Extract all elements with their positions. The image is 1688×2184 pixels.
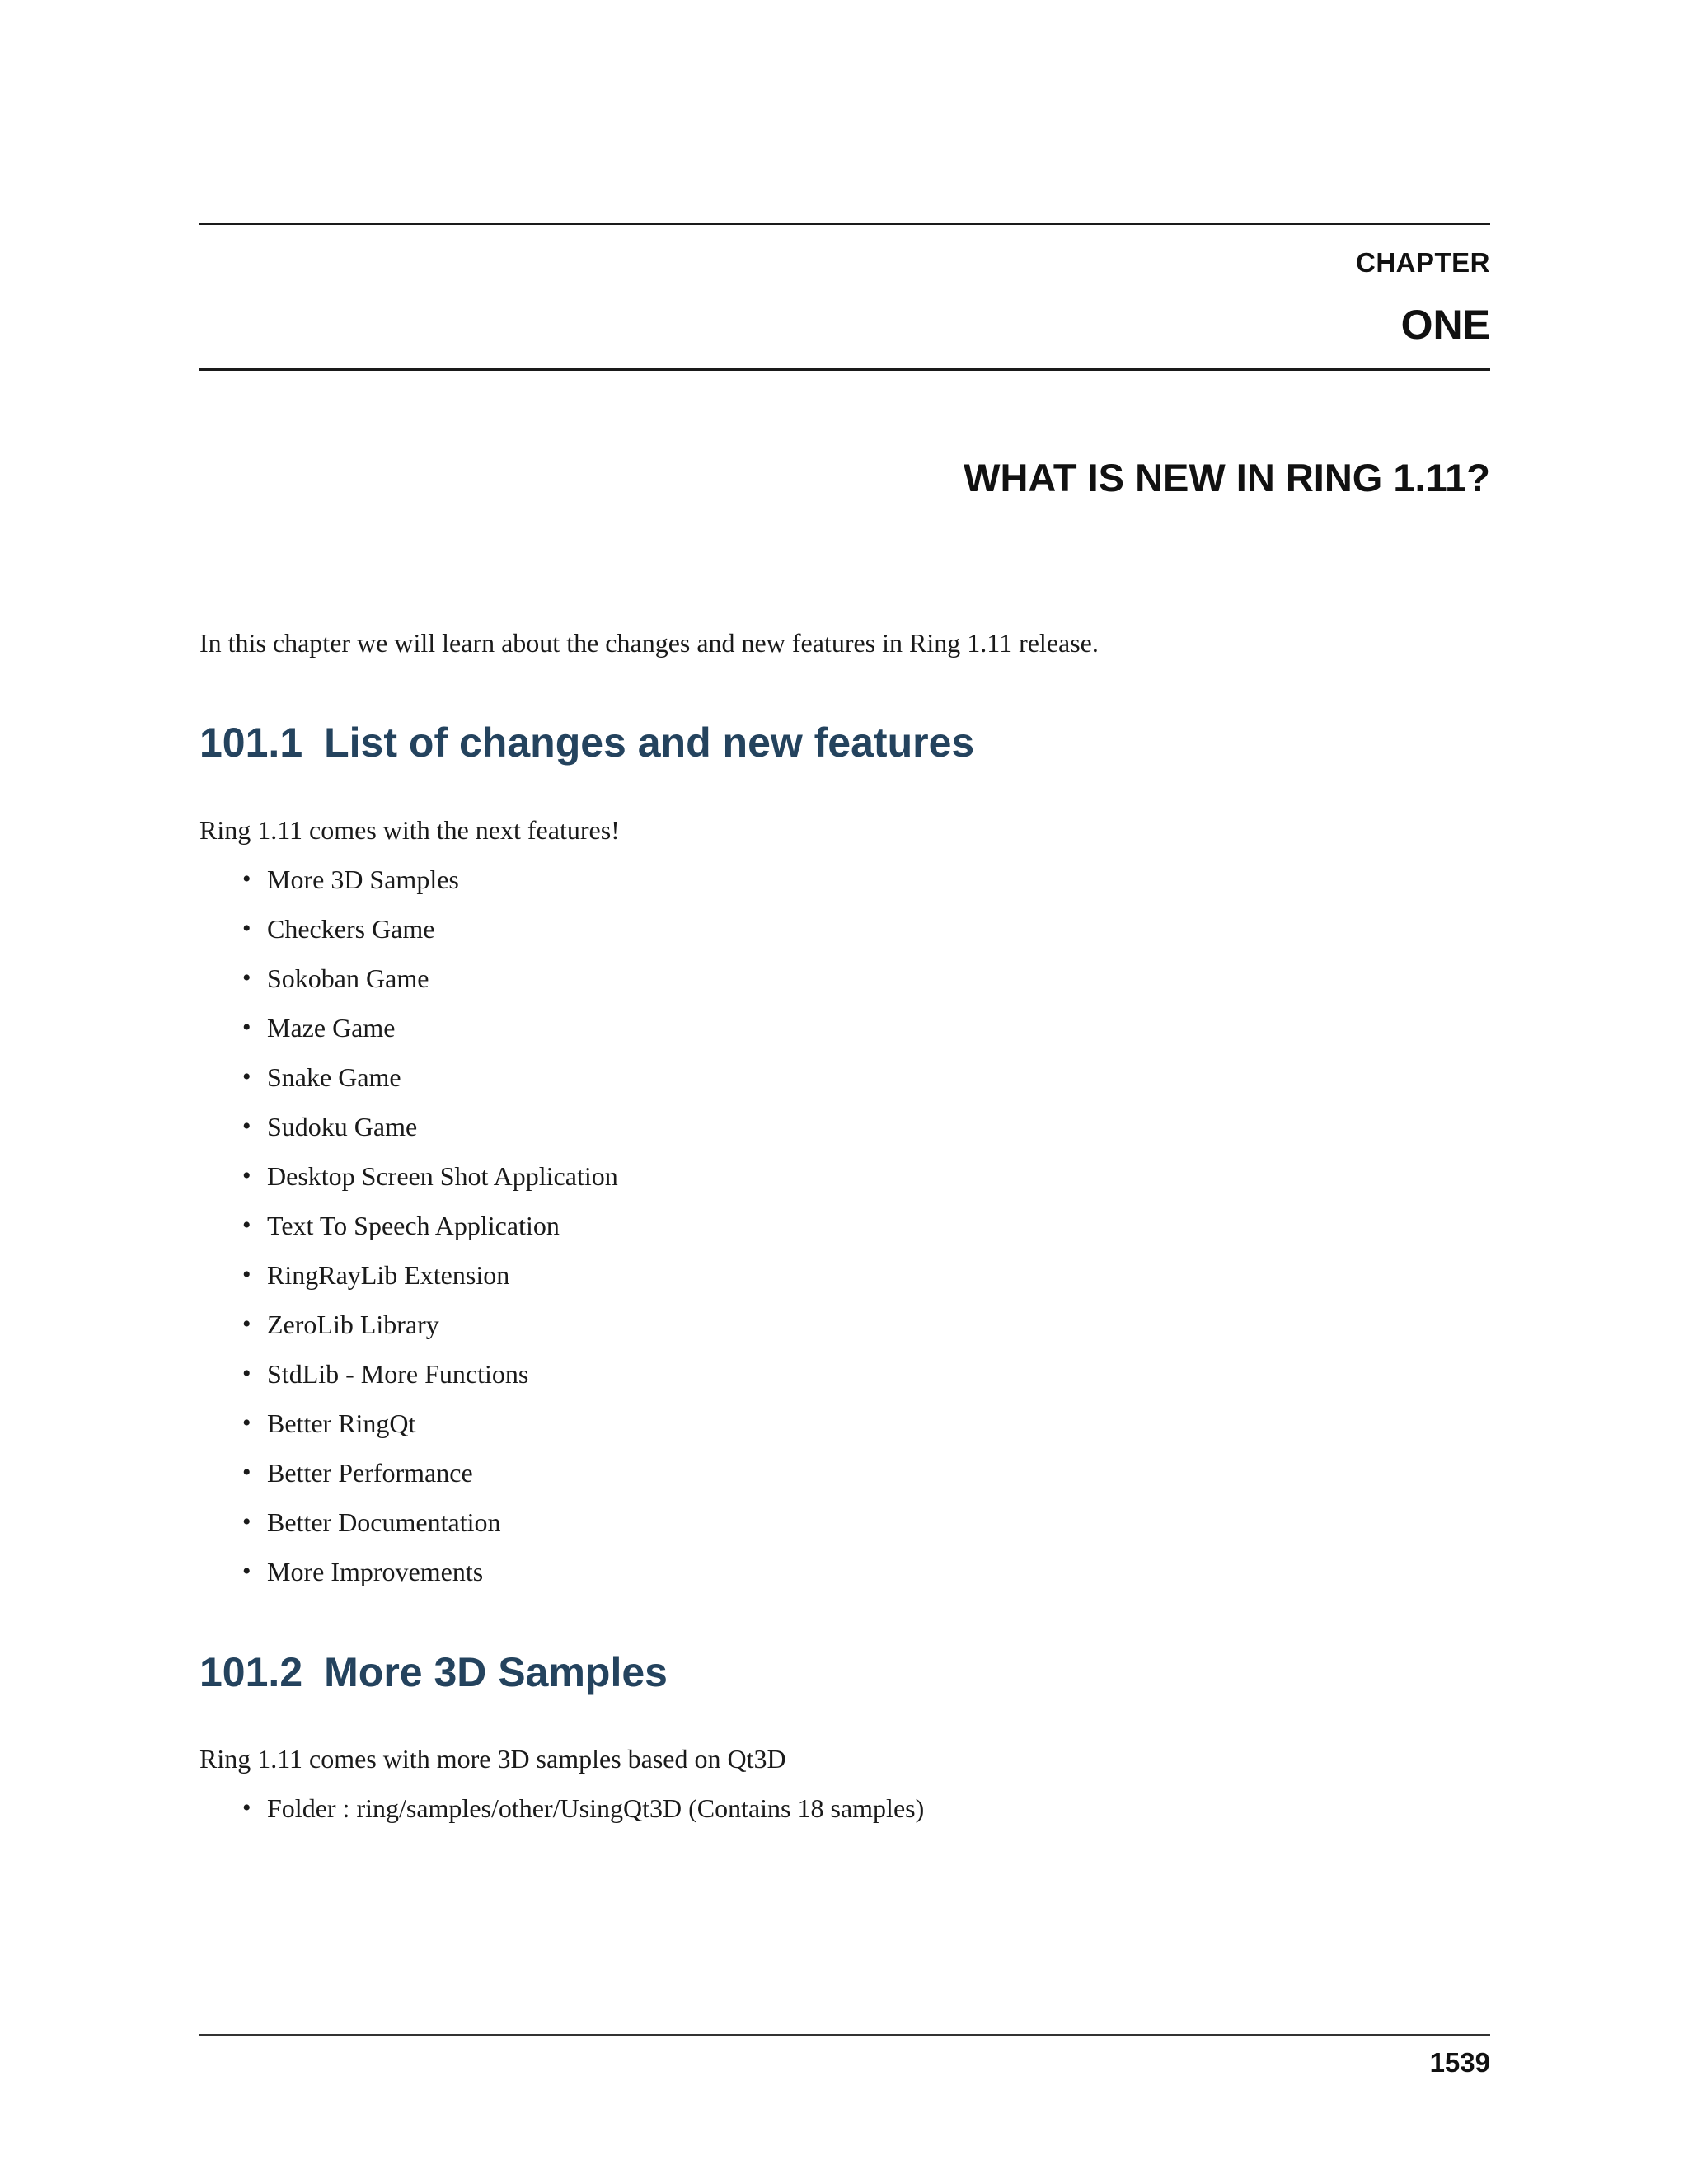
section-title: List of changes and new features [324, 719, 975, 766]
list-item: • More Improvements [242, 1557, 484, 1586]
list-item: • Folder : ring/samples/other/UsingQt3D (Contains 18 samples) [242, 1793, 925, 1823]
bullet-icon: • [242, 1063, 251, 1090]
bullet-icon: • [242, 1794, 251, 1821]
document-page [199, 0, 1490, 2184]
bullet-icon: • [242, 1212, 251, 1239]
page-number: 1539 [1429, 2047, 1490, 2078]
bullet-icon: • [242, 1360, 251, 1387]
bullet-icon: • [242, 1409, 251, 1436]
bullet-icon: • [242, 1508, 251, 1535]
chapter-bottom-rule [199, 368, 1490, 371]
list-item: • More 3D Samples [242, 865, 459, 894]
list-item: • Sokoban Game [242, 963, 429, 993]
bullet-icon: • [242, 1261, 251, 1288]
chapter-top-rule [199, 223, 1490, 225]
list-item: • StdLib - More Functions [242, 1359, 529, 1389]
section-number: 101.2 [199, 1649, 303, 1695]
list-item: • Text To Speech Application [242, 1211, 560, 1240]
list-item: • Better Documentation [242, 1507, 501, 1537]
list-item: • Snake Game [242, 1062, 401, 1092]
section-heading-3d-samples [199, 1648, 668, 1696]
section-title: More 3D Samples [324, 1649, 668, 1695]
section-number: 101.1 [199, 719, 303, 766]
section-paragraph: Ring 1.11 comes with the next features! [199, 815, 620, 845]
bullet-icon: • [242, 1310, 251, 1338]
bullet-icon: • [242, 1162, 251, 1189]
bullet-icon: • [242, 1113, 251, 1140]
list-item: • Desktop Screen Shot Application [242, 1161, 618, 1191]
bullet-icon: • [242, 1558, 251, 1585]
bullet-icon: • [242, 865, 251, 893]
chapter-label: CHAPTER [1355, 247, 1490, 278]
list-item: • Better RingQt [242, 1408, 416, 1438]
samples-list [199, 1792, 924, 1841]
bullet-icon: • [242, 1459, 251, 1486]
list-item: • Sudoku Game [242, 1112, 418, 1141]
chapter-title: WHAT IS NEW IN RING 1.11? [964, 456, 1490, 499]
list-item: • Maze Game [242, 1013, 396, 1043]
section-paragraph: Ring 1.11 comes with more 3D samples based on Qt3D [199, 1744, 786, 1774]
footer-rule [199, 2034, 1490, 2036]
list-item: • ZeroLib Library [242, 1310, 439, 1339]
chapter-number: ONE [1400, 302, 1490, 348]
bullet-icon: • [242, 1014, 251, 1041]
list-item: • Better Performance [242, 1458, 473, 1488]
bullet-icon: • [242, 915, 251, 942]
feature-list [199, 863, 618, 1605]
intro-paragraph: In this chapter we will learn about the changes and new features in Ring 1.11 release. [199, 628, 1099, 658]
section-heading-changes [199, 719, 974, 766]
bullet-icon: • [242, 964, 251, 991]
list-item: • Checkers Game [242, 914, 435, 944]
list-item: • RingRayLib Extension [242, 1260, 510, 1290]
